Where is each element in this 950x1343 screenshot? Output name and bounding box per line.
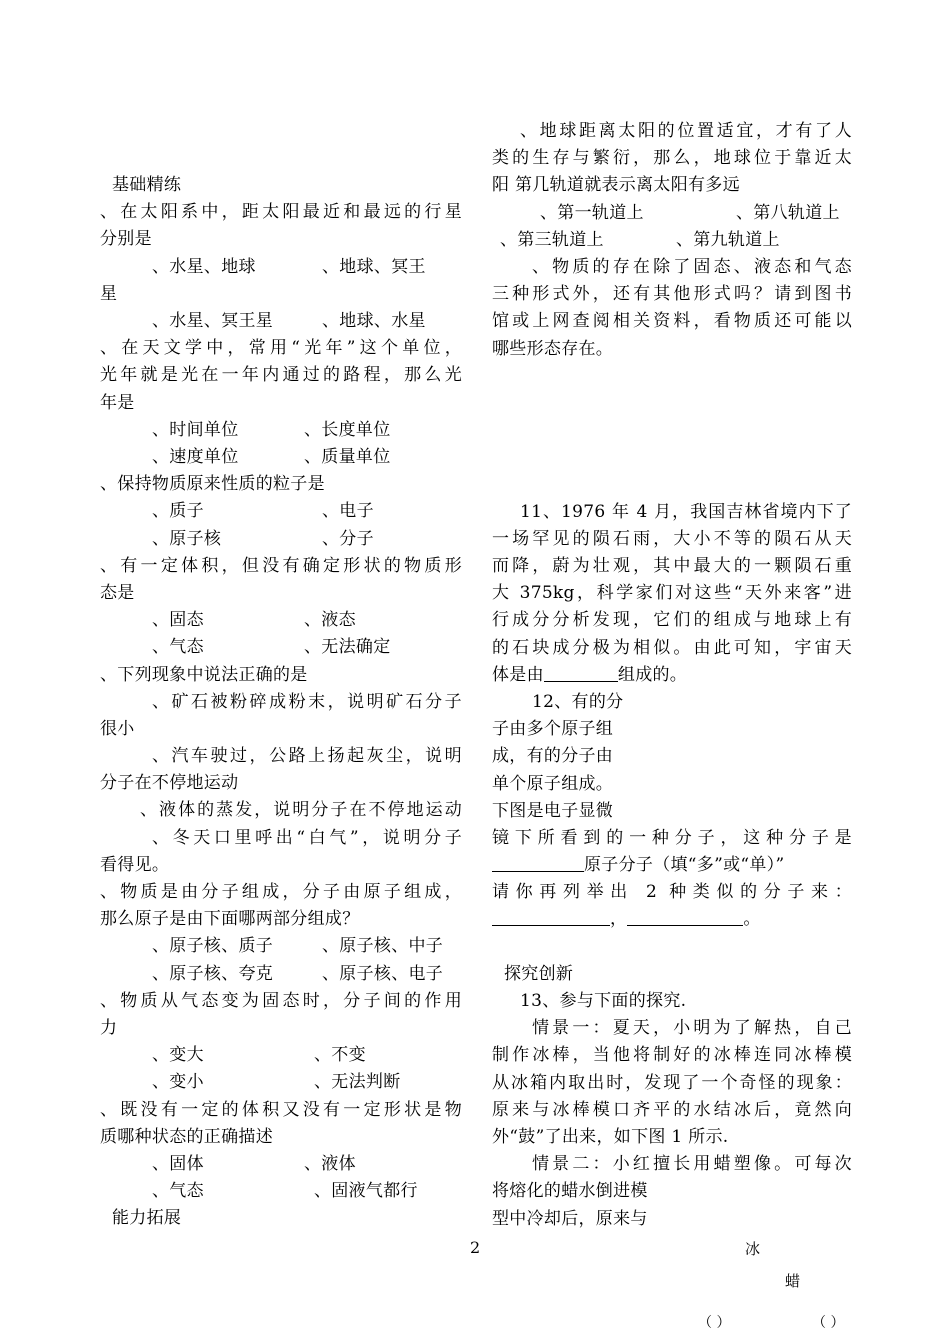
q3-options-cd: [100, 526, 462, 553]
q12-example-blank-1[interactable]: [492, 907, 610, 926]
q9-option-b: 、第八轨道上: [736, 202, 840, 223]
q4-options-ab: [100, 607, 462, 634]
figure-answer-blank-1: （ ）: [698, 1315, 731, 1331]
q13-scene1-line4: 原来与冰棒模口齐平的水结冰后，竟然向: [492, 1099, 852, 1120]
q1-options-cd: [100, 308, 462, 335]
q4-option-a: 、固态: [152, 610, 204, 631]
q13-scene2-line3: 型中冷却后，原来与: [492, 1208, 648, 1229]
q11-text-before: 体是由: [492, 664, 544, 685]
q8-stem-line2: 质哪种状态的正确描述: [100, 1126, 273, 1147]
q7-stem-line2: 力: [100, 1017, 118, 1038]
q13-title: 13、参与下面的探究.: [520, 991, 687, 1012]
q6-stem-line2: 那么原子是由下面哪两部分组成？: [100, 909, 360, 930]
section-title-inquiry: 探究创新: [504, 963, 574, 984]
q3-option-a: 、质子: [152, 501, 204, 522]
q11-answer-blank[interactable]: [544, 663, 618, 682]
q4-option-b: 、液态: [304, 610, 356, 631]
q12-line1: 12、有的分: [532, 691, 624, 712]
section-title-basics: 基础精练: [112, 175, 182, 195]
q8-options-cd: [100, 1178, 462, 1205]
q10-line2: 三种形式外，还有其他形式吗？请到图书: [492, 284, 852, 305]
figure-wax-label: 蜡: [785, 1272, 801, 1290]
q13-scene1-line1: 情景一：夏天，小明为了解热，自己: [532, 1018, 852, 1039]
q10-line1: 、物质的存在除了固态、液态和气态: [532, 256, 852, 277]
q9-options-cd: [492, 227, 852, 254]
q8-option-b: 、液体: [304, 1153, 356, 1174]
q5-option-d-line2: 看得见。: [100, 854, 170, 875]
q5-option-b-line2: 分子在不停地运动: [100, 773, 239, 794]
q12-example-blank-2[interactable]: [627, 907, 743, 926]
q8-stem-line1: 、既没有一定的体积又没有一定形状是物: [100, 1099, 462, 1120]
q12-period: 。: [743, 909, 761, 930]
q2-option-b: 、长度单位: [304, 419, 391, 440]
q2-stem-line1: 、在天文学中，常用“光年”这个单位，: [100, 338, 462, 359]
q9-stem-line1: 、地球距离太阳的位置适宜，才有了人: [520, 121, 852, 141]
q2-option-a: 、时间单位: [152, 419, 239, 440]
q12-fill-after: 原子分子（填“多”或“单）”: [584, 855, 785, 876]
q3-option-b: 、电子: [322, 501, 374, 522]
q6-option-b: 、原子核、中子: [322, 936, 444, 957]
figure-ice-label: 冰: [745, 1240, 761, 1258]
q2-options-ab: [100, 417, 462, 444]
q9-option-c: 、第三轨道上: [500, 229, 604, 250]
q12-list-line: 请你再列举出 2 种类似的分子来：: [492, 882, 852, 903]
q12-line6: 镜下所看到的一种分子，这种分子是: [492, 827, 852, 848]
q5-stem: 、下列现象中说法正确的是: [100, 664, 308, 685]
q5-option-a-line2: 很小: [100, 718, 135, 739]
q7-stem-line1: 、物质从气态变为固态时，分子间的作用: [100, 990, 462, 1011]
q12-answer-blank[interactable]: [492, 853, 584, 872]
q4-option-c: 、气态: [152, 637, 204, 658]
q13-scene1-line5: 外“鼓”了出来，如下图 1 所示.: [492, 1126, 729, 1147]
q9-option-a: 、第一轨道上: [540, 202, 644, 223]
q7-option-d: 、无法判断: [314, 1072, 401, 1093]
section-title-extension: 能力拓展: [112, 1208, 182, 1229]
q11-line3: 而降，蔚为壮观，其中最大的一颗陨石重: [492, 556, 852, 577]
q12-comma: ，: [610, 909, 628, 930]
q7-options-cd: [100, 1069, 462, 1096]
figure-answer-blank-2: （ ）: [812, 1315, 845, 1331]
q6-option-a: 、原子核、质子: [152, 936, 274, 957]
q8-option-a: 、固体: [152, 1153, 204, 1174]
q1-option-c: 、水星、冥王星: [152, 310, 274, 331]
q5-option-c: 、液体的蒸发，说明分子在不停地运动: [140, 800, 462, 821]
q9-stem-line2: 类的生存与繁衍，那么，地球位于靠近太: [492, 148, 852, 169]
q13-scene1-line2: 制作冰棒，当他将制好的冰棒连同冰棒模: [492, 1045, 852, 1066]
q4-stem-line2: 态是: [100, 582, 135, 603]
q13-scene1-line3: 从冰箱内取出时，发现了一个奇怪的现象：: [492, 1072, 852, 1093]
q7-option-c: 、变小: [152, 1072, 204, 1093]
page-number: 2: [470, 1238, 481, 1257]
q11-line6: 的石块成分极为相似。由此可知，宇宙天: [492, 637, 852, 658]
q1-options-ab: [100, 254, 462, 281]
q7-option-a: 、变大: [152, 1045, 204, 1066]
q12-blanks-line: [492, 906, 852, 933]
q12-line7: [492, 852, 852, 879]
q1-stem-line2: 分别是: [100, 229, 152, 250]
left-column: [100, 172, 462, 1233]
q12-line4: 单个原子组成。: [492, 773, 614, 794]
q11-line4: 大 375kg，科学家们对这些“天外来客”进: [492, 583, 852, 604]
q5-option-a-line1: 、矿石被粉碎成粉末，说明矿石分子: [152, 691, 462, 712]
q2-stem-line2: 光年就是光在一年内通过的路程，那么光: [100, 365, 462, 386]
right-column: [492, 118, 852, 1233]
q1-option-b: 、地球、冥王: [322, 256, 426, 277]
q1-option-a: 、水星、地球: [152, 256, 256, 277]
q4-stem-line1: 、有一定体积，但没有确定形状的物质形: [100, 555, 462, 576]
q9-option-d: 、第九轨道上: [676, 229, 780, 250]
q8-options-ab: [100, 1151, 462, 1178]
q10-line3: 馆或上网查阅相关资料，看物质还可能以: [492, 311, 852, 332]
q12-line5: 下图是电子显微: [492, 800, 614, 821]
q11-line7: [492, 662, 852, 689]
q6-stem-line1: 、物质是由分子组成，分子由原子组成，: [100, 882, 462, 902]
q11-line5: 行成分分析发现，它们的组成与地球上有: [492, 610, 852, 631]
q7-option-b: 、不变: [314, 1045, 366, 1066]
q13-scene2-line1: 情景二：小红擅长用蜡塑像。可每次: [532, 1154, 852, 1175]
q12-line2: 子由多个原子组: [492, 719, 614, 740]
q2-option-d: 、质量单位: [304, 446, 391, 467]
q9-stem-line3: 阳 第几轨道就表示离太阳有多远: [492, 175, 740, 196]
q8-option-d: 、固液气都行: [314, 1181, 418, 1202]
q7-options-ab: [100, 1042, 462, 1069]
q5-option-d-line1: 、冬天口里呼出“白气”，说明分子: [152, 827, 462, 848]
q3-stem: 、保持物质原来性质的粒子是: [100, 474, 325, 495]
q13-scene2-line2: 将熔化的蜡水倒进模: [492, 1181, 648, 1202]
q2-option-c: 、速度单位: [152, 446, 239, 467]
q4-options-cd: [100, 634, 462, 661]
q8-option-c: 、气态: [152, 1181, 204, 1202]
q11-line2: 一场罕见的陨石雨，大小不等的陨石从天: [492, 528, 852, 549]
q6-option-c: 、原子核、夸克: [152, 963, 274, 984]
q5-option-b-line1: 、汽车驶过，公路上扬起灰尘，说明: [152, 746, 462, 767]
q1-option-d: 、地球、水星: [322, 310, 426, 331]
q6-option-d: 、原子核、电子: [322, 963, 444, 984]
q9-options-ab: [492, 200, 852, 227]
q6-options-ab: [100, 933, 462, 960]
q3-option-c: 、原子核: [152, 528, 222, 549]
q2-options-cd: [100, 444, 462, 471]
q1-option-b-cont: 星: [100, 283, 118, 304]
q3-option-d: 、分子: [322, 528, 374, 549]
q6-options-cd: [100, 961, 462, 988]
q4-option-d: 、无法确定: [304, 637, 391, 658]
q10-line4: 哪些形态存在。: [492, 338, 614, 359]
q12-line3: 成，有的分子由: [492, 746, 614, 767]
q3-options-ab: [100, 498, 462, 525]
q2-stem-line3: 年是: [100, 392, 135, 413]
q11-text-after: 组成的。: [617, 664, 688, 685]
q11-line1: 11、1976 年 4 月，我国吉林省境内下了: [520, 501, 852, 522]
q1-stem-line1: 、在太阳系中，距太阳最近和最远的行星: [100, 202, 462, 223]
